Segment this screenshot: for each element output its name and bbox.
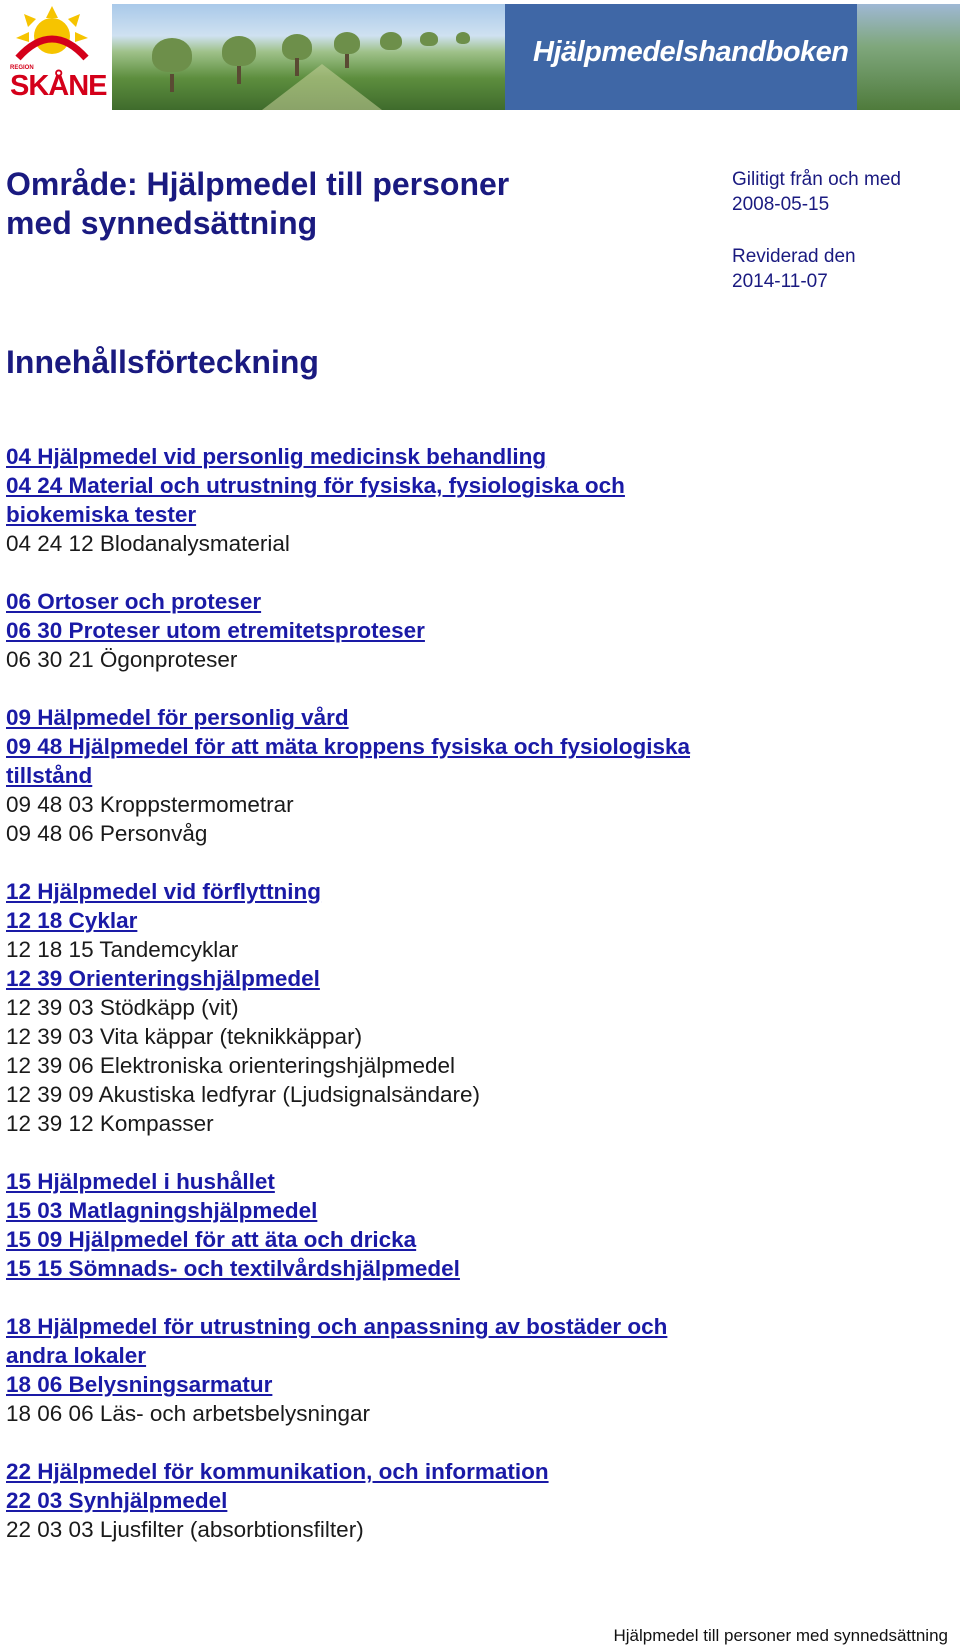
valid-from-label: Gilitigt från och med	[732, 169, 901, 190]
area-title-line: Område: Hjälpmedel till personer	[6, 166, 510, 202]
toc-item: 12 39 03 Stödkäpp (vit)	[6, 995, 239, 1020]
revised-label: Reviderad den	[732, 246, 856, 267]
toc-item: 06 30 21 Ögonproteser	[6, 647, 238, 672]
toc-link[interactable]: 15 09 Hjälpmedel för att äta och dricka	[6, 1227, 417, 1252]
toc-link[interactable]: tillstånd	[6, 763, 93, 788]
toc-link[interactable]: 22 03 Synhjälpmedel	[6, 1488, 228, 1513]
toc-link[interactable]: 06 30 Proteser utom etremitetsproteser	[6, 618, 425, 643]
field-photo-right	[857, 4, 960, 110]
toc-link[interactable]: 12 18 Cyklar	[6, 908, 138, 933]
toc-link[interactable]: 15 15 Sömnads- och textilvårdshjälpmedel	[6, 1256, 460, 1281]
toc-group	[6, 1312, 946, 1428]
page-footer: Hjälpmedel till personer med synnedsättning	[613, 1626, 948, 1645]
revised-date: 2014-11-07	[732, 271, 828, 292]
toc-link[interactable]: andra lokaler	[6, 1343, 147, 1368]
header-banner	[0, 0, 960, 112]
toc-link[interactable]: 15 Hjälpmedel i hushållet	[6, 1169, 275, 1194]
region-skane-logo	[0, 0, 112, 112]
toc-link[interactable]: 12 Hjälpmedel vid förflyttning	[6, 879, 322, 904]
toc-item: 12 39 03 Vita käppar (teknikkäppar)	[6, 1024, 363, 1049]
toc-item: 04 24 12 Blodanalysmaterial	[6, 531, 290, 556]
toc-group	[6, 1167, 946, 1283]
toc-link[interactable]: 06 Ortoser och proteser	[6, 589, 262, 614]
toc-item: 12 18 15 Tandemcyklar	[6, 937, 239, 962]
toc-link[interactable]: 22 Hjälpmedel för kommunikation, och information	[6, 1459, 549, 1484]
site-title-box	[505, 4, 857, 110]
toc-link[interactable]: 18 06 Belysningsarmatur	[6, 1372, 273, 1397]
valid-from-date: 2008-05-15	[732, 194, 830, 215]
toc-item: 12 39 09 Akustiska ledfyrar (Ljudsignalsändare)	[6, 1082, 481, 1107]
toc-link[interactable]: 09 48 Hjälpmedel för att mäta kroppens fysiska och fysiologiska	[6, 734, 690, 759]
toc-group	[6, 703, 946, 848]
toc-item: 12 39 12 Kompasser	[6, 1111, 214, 1136]
field-photo	[112, 4, 505, 110]
toc-link[interactable]: 04 Hjälpmedel vid personlig medicinsk behandling	[6, 444, 547, 469]
table-of-contents	[6, 442, 946, 1573]
site-title: Hjälpmedelshandboken	[533, 36, 849, 68]
toc-item: 12 39 06 Elektroniska orienteringshjälpmedel	[6, 1053, 456, 1078]
area-title-line: med synnedsättning	[6, 205, 318, 241]
toc-group	[6, 587, 946, 674]
toc-link[interactable]: 04 24 Material och utrustning för fysiska, fysiologiska och	[6, 473, 625, 498]
toc-group	[6, 1457, 946, 1544]
toc-link[interactable]: 09 Hälpmedel för personlig vård	[6, 705, 349, 730]
toc-group	[6, 442, 946, 558]
toc-item: 18 06 06 Läs- och arbetsbelysningar	[6, 1401, 370, 1426]
toc-link[interactable]: 12 39 Orienteringshjälpmedel	[6, 966, 320, 991]
toc-link[interactable]: 18 Hjälpmedel för utrustning och anpassning av bostäder och	[6, 1314, 668, 1339]
sun-logo-icon	[0, 0, 112, 70]
toc-heading: Innehållsförteckning	[6, 344, 319, 380]
toc-link[interactable]: 15 03 Matlagningshjälpmedel	[6, 1198, 318, 1223]
toc-link[interactable]: biokemiska tester	[6, 502, 197, 527]
logo-region-text: REGION	[10, 65, 34, 71]
toc-item: 09 48 03 Kroppstermometrar	[6, 792, 294, 817]
area-title	[6, 165, 686, 243]
toc-group	[6, 877, 946, 1138]
logo-name-text: SKÅNE	[10, 70, 107, 102]
document-meta	[732, 167, 952, 294]
toc-item: 22 03 03 Ljusfilter (absorbtionsfilter)	[6, 1517, 364, 1542]
toc-item: 09 48 06 Personvåg	[6, 821, 208, 846]
